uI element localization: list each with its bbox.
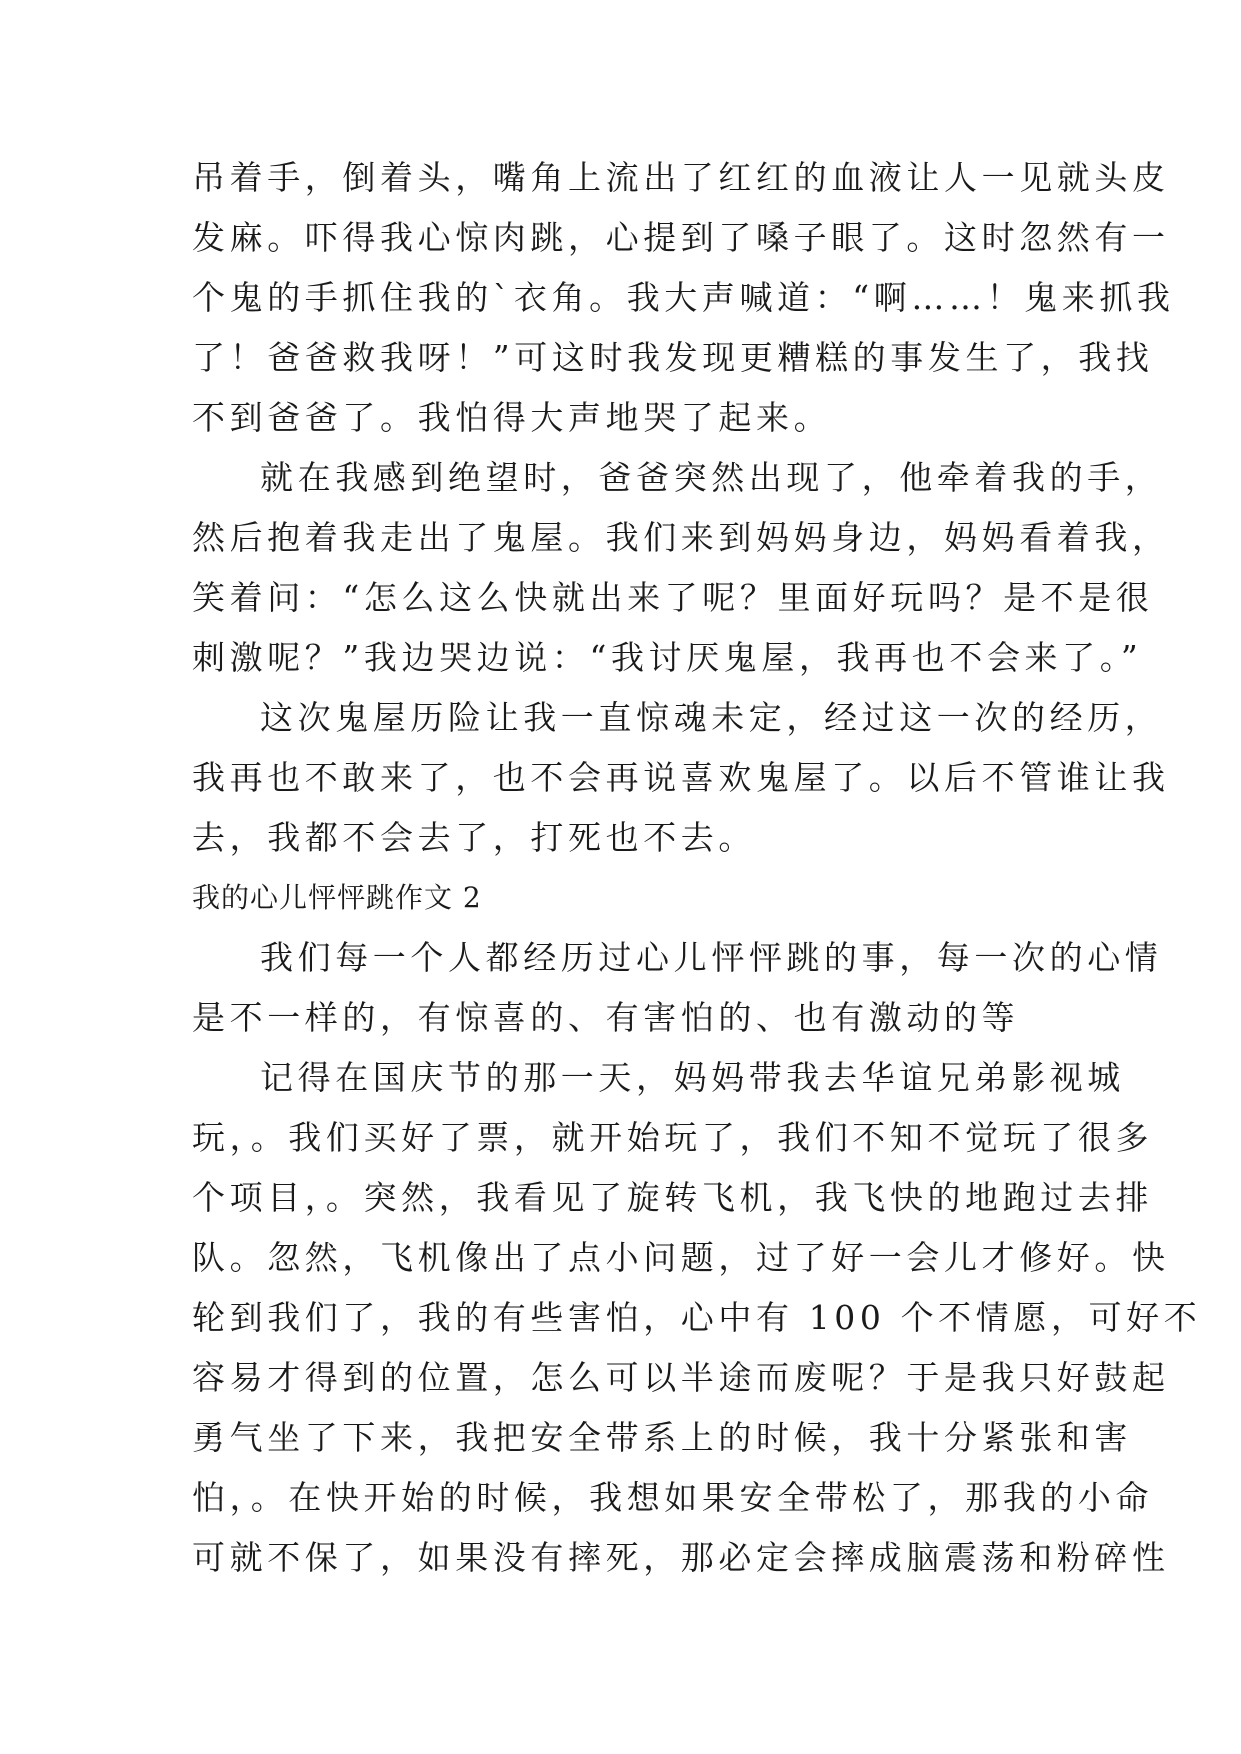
text-line: 玩，。我们买好了票，就开始玩了，我们不知不觉玩了很多: [192, 1118, 1154, 1157]
text-line: 不到爸爸了。我怕得大声地哭了起来。: [192, 398, 832, 437]
text-line: 勇气坐了下来，我把安全带系上的时候，我十分紧张和害: [192, 1418, 1132, 1457]
text-line: 可就不保了，如果没有摔死，那必定会摔成脑震荡和粉碎性: [192, 1538, 1170, 1577]
text-line: 轮到我们了，我的有些害怕，心中有 100 个不情愿，可好不: [192, 1298, 1202, 1337]
text-line: 吊着手，倒着头，嘴角上流出了红红的血液让人一见就头皮: [192, 158, 1170, 197]
text-line: 刺激呢？”我边哭边说：“我讨厌鬼屋，我再也不会来了。”: [192, 638, 1143, 677]
paragraph-first-line: 这次鬼屋历险让我一直惊魂未定，经过这一次的经历，: [260, 698, 1163, 737]
text-line: 个项目，。突然，我看见了旋转飞机，我飞快的地跑过去排: [192, 1178, 1154, 1217]
text-line: 容易才得到的位置，怎么可以半途而废呢？于是我只好鼓起: [192, 1358, 1170, 1397]
text-line: 笑着问：“怎么这么快就出来了呢？里面好玩吗？是不是很: [192, 578, 1154, 617]
text-line: 我再也不敢来了，也不会再说喜欢鬼屋了。以后不管谁让我: [192, 758, 1170, 797]
text-line: 然后抱着我走出了鬼屋。我们来到妈妈身边，妈妈看着我，: [192, 518, 1170, 557]
text-line: 发麻。吓得我心惊肉跳，心提到了嗓子眼了。这时忽然有一: [192, 218, 1170, 257]
text-line: 怕，。在快开始的时候，我想如果安全带松了，那我的小命: [192, 1478, 1154, 1517]
text-line: 个鬼的手抓住我的`衣角。我大声喊道：“啊……！鬼来抓我: [192, 278, 1175, 317]
text-line: 队。忽然，飞机像出了点小问题，过了好一会儿才修好。快: [192, 1238, 1170, 1277]
paragraph-first-line: 就在我感到绝望时，爸爸突然出现了，他牵着我的手，: [260, 458, 1163, 497]
section-heading: 我的心儿怦怦跳作文 2: [192, 881, 482, 914]
text-line: 是不一样的，有惊喜的、有害怕的、也有激动的等: [192, 998, 1020, 1037]
paragraph-first-line: 我们每一个人都经历过心儿怦怦跳的事，每一次的心情: [260, 938, 1163, 977]
text-line: 去，我都不会去了，打死也不去。: [192, 818, 756, 857]
text-line: 了！爸爸救我呀！”可这时我发现更糟糕的事发生了，我找: [192, 338, 1154, 377]
paragraph-first-line: 记得在国庆节的那一天，妈妈带我去华谊兄弟影视城: [260, 1058, 1125, 1097]
